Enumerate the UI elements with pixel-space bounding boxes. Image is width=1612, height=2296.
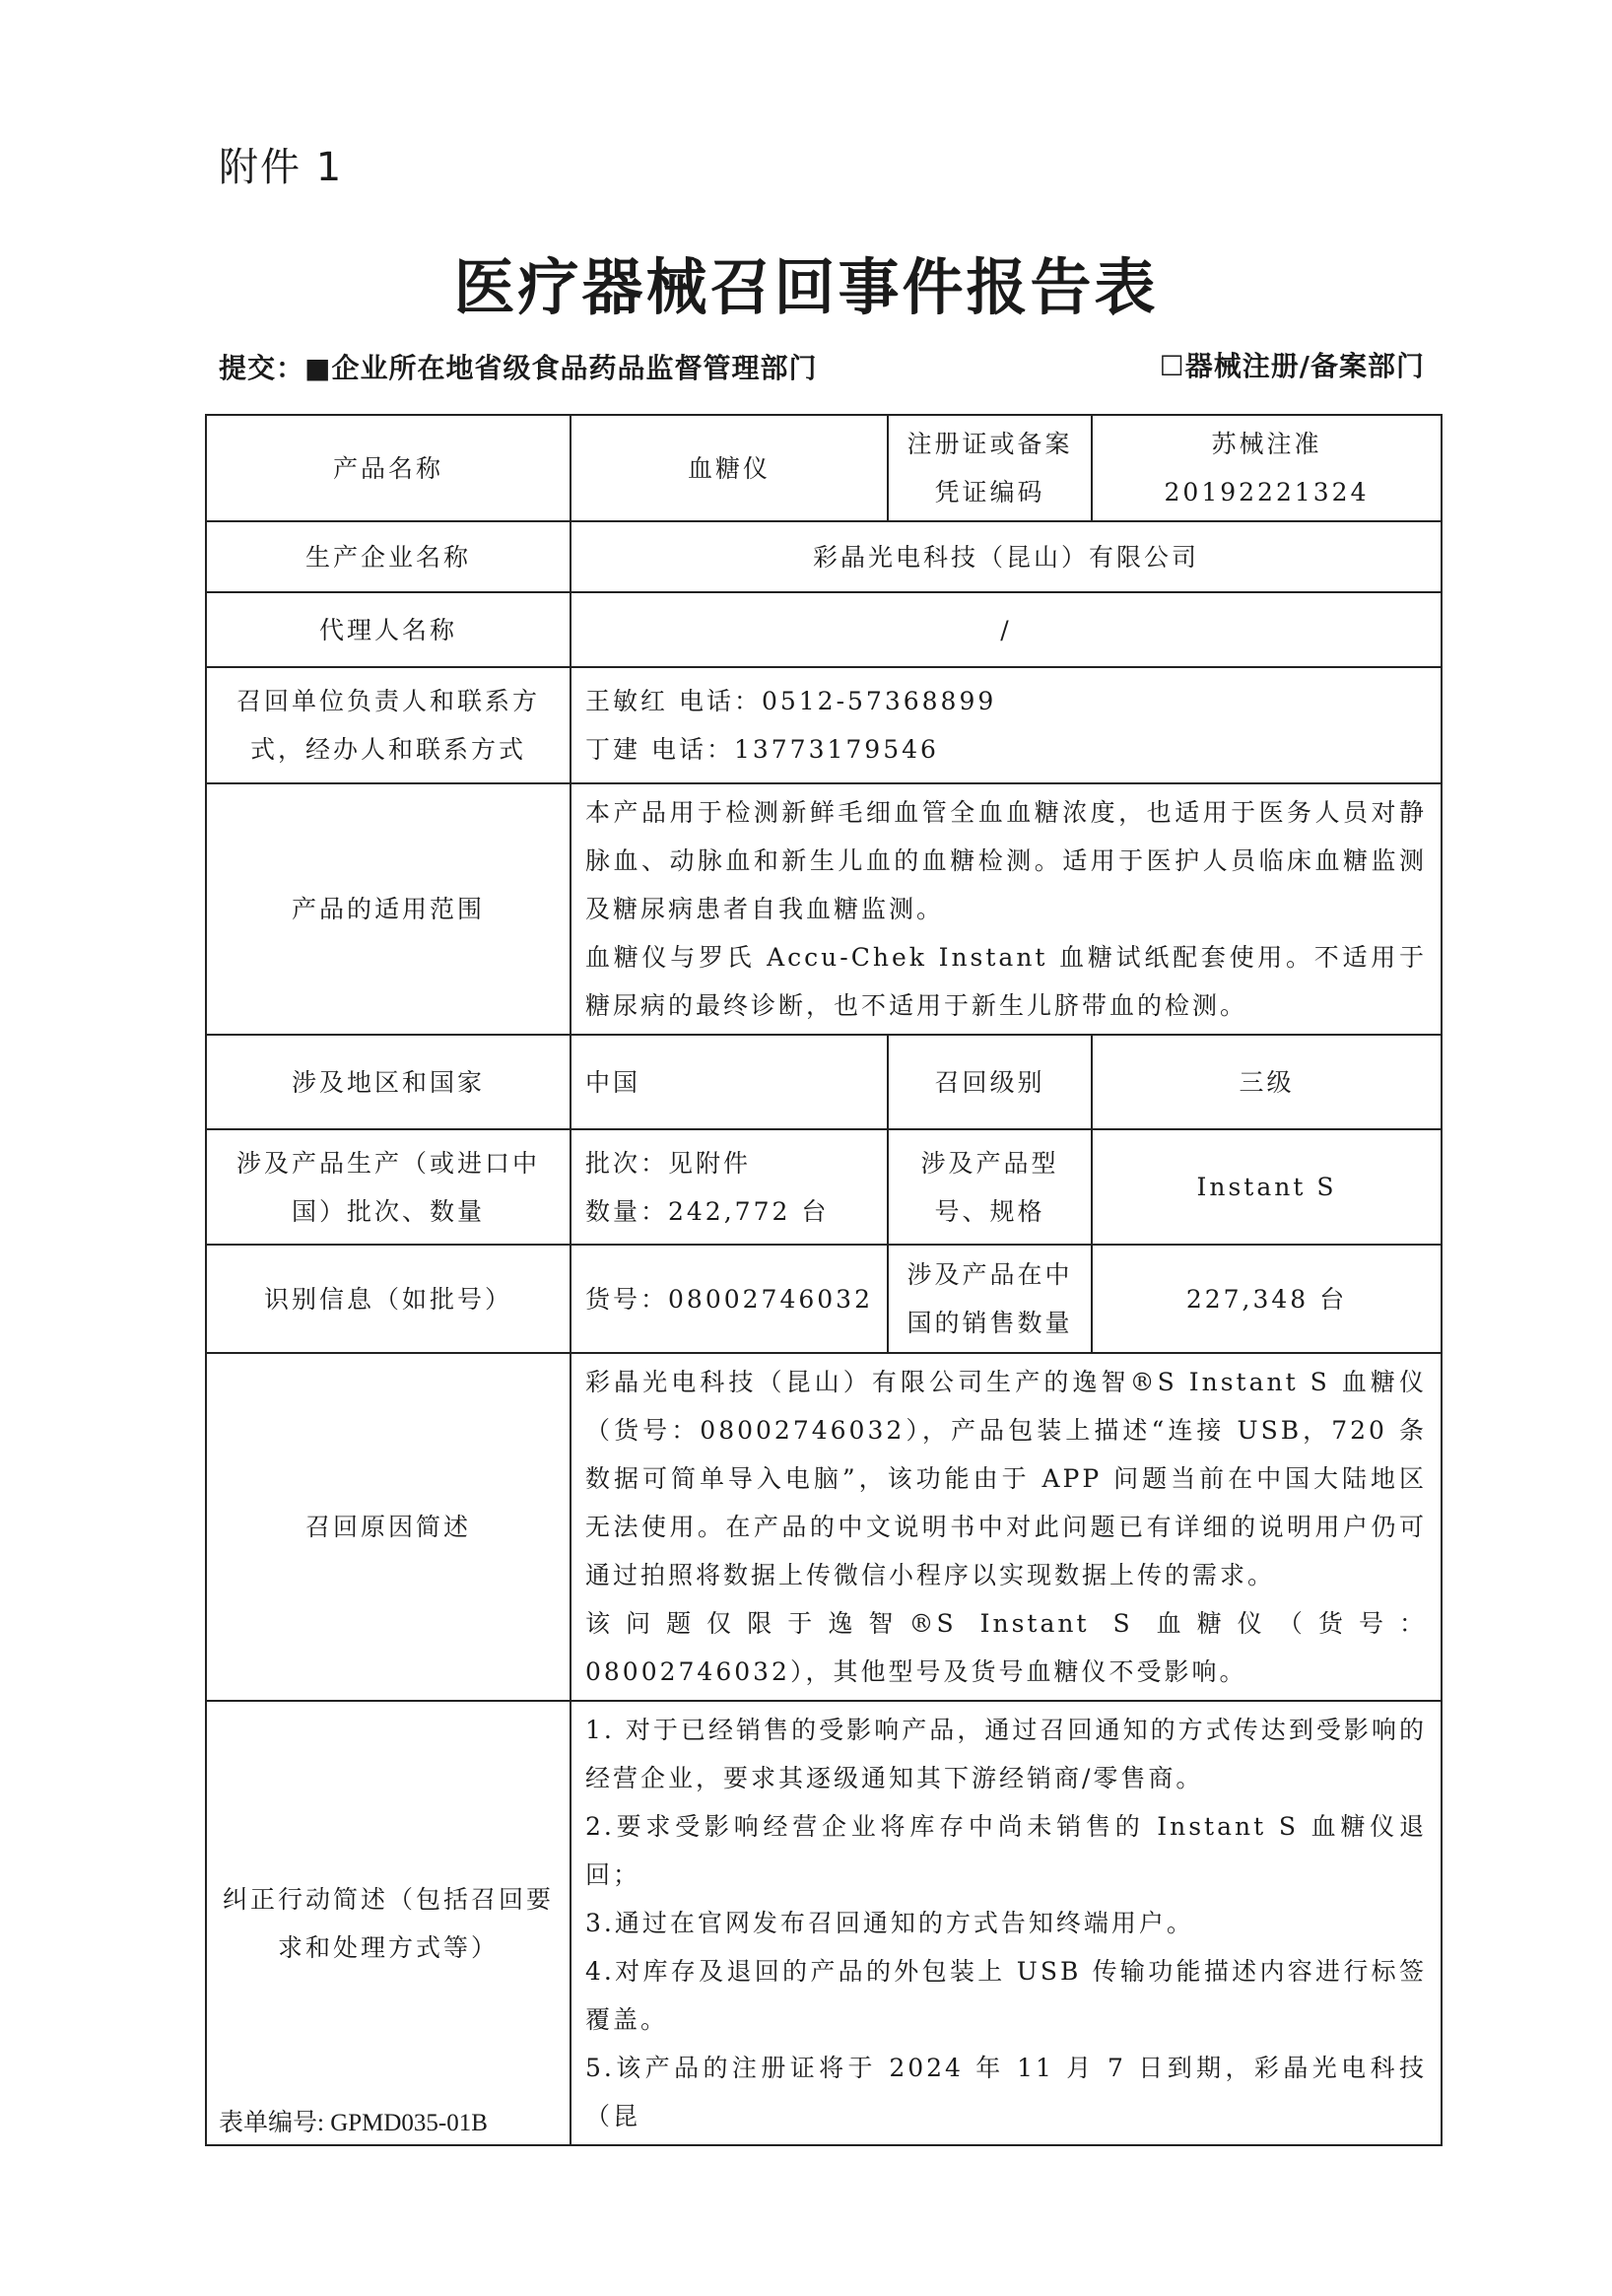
contact-line: 丁建 电话：13773179546: [585, 735, 939, 764]
model-label: 涉及产品型号、规格: [888, 1129, 1092, 1245]
contact-label: 召回单位负责人和联系方式，经办人和联系方式: [206, 667, 571, 783]
row-action: [206, 1701, 1442, 2145]
manufacturer-value: 彩晶光电科技（昆山）有限公司: [571, 521, 1442, 592]
checked-box-icon: ■: [304, 352, 332, 384]
level-value: 三级: [1092, 1035, 1442, 1129]
submit-option-provincial: [219, 347, 818, 386]
page-title: 医疗器械召回事件报告表: [453, 251, 1159, 323]
id-value: 货号：08002746032: [571, 1245, 888, 1353]
submit-option-registration: [1160, 345, 1425, 384]
row-product: [206, 415, 1442, 521]
row-id: [206, 1245, 1442, 1353]
row-contact: [206, 667, 1442, 783]
reason-label: 召回原因简述: [206, 1353, 571, 1701]
model-value: Instant S: [1092, 1129, 1442, 1245]
id-label: 识别信息（如批号）: [206, 1245, 571, 1353]
row-reason: [206, 1353, 1442, 1701]
action-value: [571, 1701, 1442, 2145]
batch-label: 涉及产品生产（或进口中国）批次、数量: [206, 1129, 571, 1245]
unchecked-box-icon: ☐: [1159, 350, 1185, 382]
agent-label: 代理人名称: [206, 592, 571, 667]
action-item: 3.通过在官网发布召回通知的方式告知终端用户。: [585, 1909, 1194, 1937]
submit-option2-label: 器械注册/备案部门: [1184, 350, 1425, 382]
contact-value: [571, 667, 1442, 783]
recall-report-table: [205, 414, 1443, 2146]
scope-value: [571, 783, 1442, 1035]
row-agent: [206, 592, 1442, 667]
action-item: 2.要求受影响经营企业将库存中尚未销售的 Instant S 血糖仪退回；: [585, 1812, 1427, 1889]
contact-line: 王敏红 电话：0512-57368899: [585, 687, 997, 715]
submit-prefix: 提交：: [219, 352, 305, 384]
sales-value: 227,348 台: [1092, 1245, 1442, 1353]
scope-paragraph: 血糖仪与罗氏 Accu-Chek Instant 血糖试纸配套使用。不适用于糖尿病的最终诊断，也不适用于新生儿脐带血的检测。: [585, 943, 1427, 1020]
submit-option1-label: 企业所在地省级食品药品监督管理部门: [331, 352, 818, 384]
row-region: [206, 1035, 1442, 1129]
reason-paragraph: 彩晶光电科技（昆山）有限公司生产的逸智®S Instant S 血糖仪（货号：08002746032），产品包装上描述“连接 USB，720 条数据可简单导入电脑”，该功能由于 APP 问题当前在中国大陆地区无法使用。在产品的中文说明书中对此问题已有详细的说明用户仍可通过拍照将数据上传微信小程序以实现数据上传的需求。: [585, 1368, 1428, 1589]
product-name-value: 血糖仪: [571, 415, 888, 521]
region-label: 涉及地区和国家: [206, 1035, 571, 1129]
batch-line: 数量：242,772 台: [585, 1196, 830, 1226]
action-item: 5.该产品的注册证将于 2024 年 11 月 7 日到期，彩晶光电科技（昆: [585, 2054, 1427, 2130]
batch-value: [571, 1129, 888, 1245]
row-manufacturer: [206, 521, 1442, 592]
region-value: 中国: [571, 1035, 888, 1129]
reason-paragraph: 该问题仅限于逸智®S Instant S 血糖仪（货号：08002746032），其他型号及货号血糖仪不受影响。: [585, 1609, 1427, 1686]
row-scope: [206, 783, 1442, 1035]
sales-label: 涉及产品在中国的销售数量: [888, 1245, 1092, 1353]
batch-line: 批次：见附件: [585, 1148, 752, 1178]
row-batch: [206, 1129, 1442, 1245]
action-item: 4.对库存及退回的产品的外包装上 USB 传输功能描述内容进行标签覆盖。: [585, 1957, 1427, 2034]
attachment-label: 附件 1: [219, 145, 344, 190]
action-label: 纠正行动简述（包括召回要求和处理方式等）: [206, 1701, 571, 2145]
form-number: 表单编号: GPMD035-01B: [219, 2110, 488, 2136]
reg-no-value: 苏械注准 20192221324: [1092, 415, 1442, 521]
reason-value: [571, 1353, 1442, 1701]
action-item: 1. 对于已经销售的受影响产品，通过召回通知的方式传达到受影响的经营企业，要求其逐级通知其下游经销商/零售商。: [585, 1716, 1427, 1792]
agent-value: /: [571, 592, 1442, 667]
level-label: 召回级别: [888, 1035, 1092, 1129]
product-name-label: 产品名称: [206, 415, 571, 521]
scope-label: 产品的适用范围: [206, 783, 571, 1035]
manufacturer-label: 生产企业名称: [206, 521, 571, 592]
scope-paragraph: 本产品用于检测新鲜毛细血管全血血糖浓度，也适用于医务人员对静脉血、动脉血和新生儿血的血糖检测。适用于医护人员临床血糖监测及糖尿病患者自我血糖监测。: [585, 798, 1427, 923]
reg-no-label: 注册证或备案凭证编码: [888, 415, 1092, 521]
